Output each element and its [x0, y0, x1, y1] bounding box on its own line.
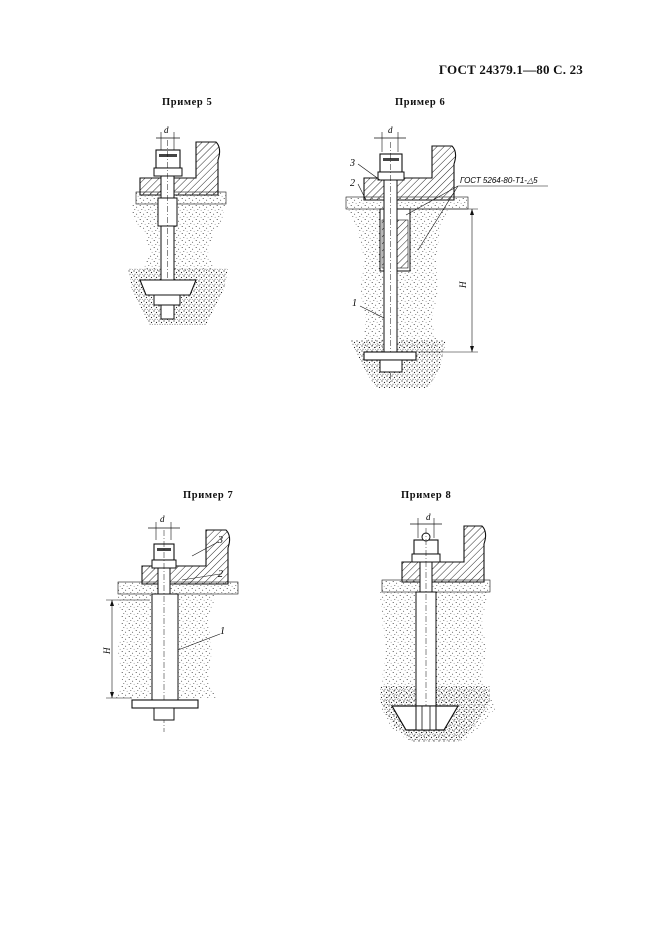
- drawing-example-7: [100, 510, 250, 745]
- drawing-example-5: [118, 120, 238, 340]
- caption-example-5: Пример 5: [162, 97, 213, 108]
- label-d: d: [164, 125, 169, 135]
- caption-example-7: Пример 7: [183, 490, 234, 501]
- label-d: d: [388, 125, 393, 135]
- position-2: 2: [218, 569, 223, 580]
- label-d: d: [426, 512, 431, 522]
- label-H: H: [458, 281, 468, 288]
- position-1: 1: [220, 626, 225, 637]
- position-2: 2: [350, 178, 355, 189]
- label-H: H: [102, 647, 112, 654]
- label-d: d: [160, 514, 165, 524]
- weld-standard-label: ГОСТ 5264-80-Т1-△5: [460, 176, 538, 185]
- position-1: 1: [352, 298, 357, 309]
- drawing-example-8: [378, 510, 508, 755]
- position-3: 3: [350, 158, 355, 169]
- caption-example-6: Пример 6: [395, 97, 446, 108]
- caption-example-8: Пример 8: [401, 490, 452, 501]
- position-3: 3: [218, 535, 223, 546]
- drawing-example-6: [336, 120, 556, 405]
- document-reference: ГОСТ 24379.1—80 С. 23: [438, 62, 583, 77]
